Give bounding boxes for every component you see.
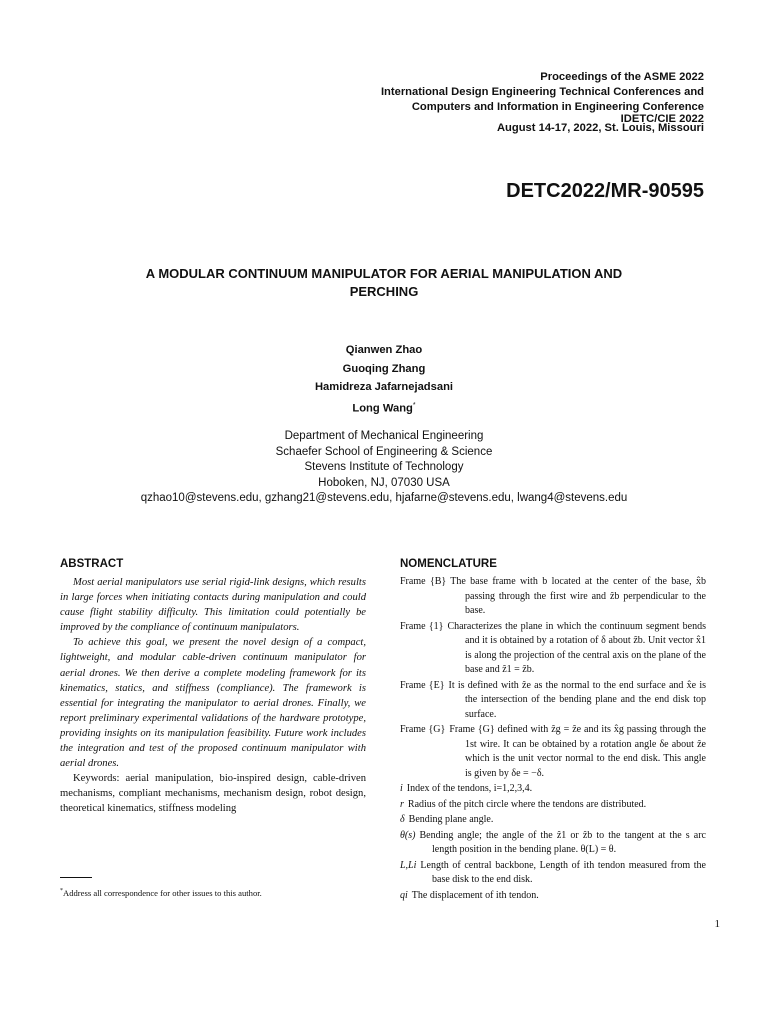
nomenclature-item [400,829,706,858]
nomenclature-term: Frame {B} [400,576,447,587]
author-emails: qzhao10@stevens.edu, gzhang21@stevens.edu, hjafarne@stevens.edu, lwang4@stevens.edu [140,492,628,504]
nomenclature-term: Frame {G} [400,724,446,735]
proceedings-line: Computers and Information in Engineering Conference [411,101,704,113]
footnote [60,888,262,898]
author-name: Guoqing Zhang [342,362,426,375]
nomenclature-desc: Radius of the pitch circle where the tendons are distributed. [407,798,647,810]
nomenclature-desc: It is defined with ẑe as the normal to the end surface and x̂e is the intersection of the bending plane and the end disk top surface. [448,679,706,720]
abstract-section [60,558,366,817]
nomenclature-item [400,575,706,619]
nomenclature-term: Frame {1} [400,620,444,632]
nomenclature-desc: Characterizes the plane in which the continuum segment bends and it is obtained by a rotation of δ about ẑb. Unit vector x̂1 is along the projection of the central axis on the plane of the base and ẑ1 = ẑb. [447,620,706,675]
nomenclature-term: r [400,798,404,810]
nomenclature-item [400,620,706,678]
affiliation-address: Hoboken, NJ, 07030 USA [318,476,450,489]
nomenclature-term: i [400,783,403,794]
nomenclature-item [400,813,706,828]
nomenclature-item [400,889,706,904]
paper-title [60,265,708,301]
nomenclature-term: δ [400,814,405,825]
author-name: Hamidreza Jafarnejadsani [314,381,454,393]
nomenclature-desc: Bending plane angle. [408,814,494,825]
nomenclature-desc: Length of central backbone, Length of ith tendon measured from the base disk to the end disk. [420,859,706,885]
nomenclature-desc: Index of the tendons, i=1,2,3,4. [406,783,533,794]
nomenclature-desc: The base frame with b located at the center of the base, x̂b passing through the first wire and ẑb perpendicular to the base. [450,576,706,616]
affiliation-block [0,429,768,507]
proceedings-line: August 14-17, 2022, St. Louis, Missouri [496,122,704,134]
nomenclature-item [400,798,706,813]
affiliation-institute: Stevens Institute of Technology [304,461,464,473]
author-name: Long Wang [352,402,413,415]
proceedings-line: International Design Engineering Technical Conferences and [380,86,704,98]
abstract-paragraph: To achieve this goal, we present the novel design of a compact, lightweight, and modular cable-driven continuum manipulator for aerial drones. We then derive a complete modeling framework for its kinematics, statics, and stiffness (compliance). The framework is essential for integrating the manipulator to aerial drones. Finally, we report preliminary experimental validations of the hardware prototype, providing insights on its manipulation feasibility. Future work includes the integration and test of the proposed continuum manipulator with aerial drones. [60,637,366,770]
nomenclature-term: θ(s) [400,829,416,841]
nomenclature-desc: The displacement of ith tendon. [411,889,539,901]
proceedings-header [381,70,704,136]
nomenclature-item [400,782,706,797]
proceedings-line: Proceedings of the ASME 2022 [540,71,704,83]
proceedings-line: IDETC/CIE 2022 [620,113,704,125]
footnote-text: Address all correspondence for other issues to this author. [63,888,262,898]
nomenclature-desc: Frame {G} defined with ẑg = ẑe and its x̂g passing through the 1st wire. It can be obtained by a rotation angle δe about ẑe which is the unit vector normal to the end disk. This angle is given by δe = −δ. [449,724,706,779]
footnote-mark: * [60,888,63,895]
paper-id: DETC2022/MR-90595 [506,180,704,202]
nomenclature-item [400,723,706,781]
nomenclature-item [400,859,706,888]
author-list [0,341,768,418]
corresponding-author-mark: * [412,401,416,409]
affiliation-department: Department of Mechanical Engineering [284,430,484,442]
abstract-heading: ABSTRACT [60,558,124,570]
author-name: Qianwen Zhao [345,344,423,356]
footnote-rule [60,877,92,878]
nomenclature-term: qi [400,889,408,901]
title-line: PERCHING [349,284,419,299]
nomenclature-item [400,679,706,723]
affiliation-school: Schaefer School of Engineering & Science [275,445,493,458]
page-number: 1 [714,918,720,930]
nomenclature-term: Frame {E} [400,679,445,691]
abstract-paragraph: Most aerial manipulators use serial rigid-link designs, which results in large forces when initiating contacts during manipulation and could cause flight stability difficulty. This limitation could potentially be improved by the compliance of continuum manipulators. [60,577,366,634]
nomenclature-desc: Bending angle; the angle of the ẑ1 or ẑb to the tangent at the s arc length position in the bending plane. θ(L) = θ. [419,829,706,855]
nomenclature-section [400,558,706,904]
nomenclature-heading: NOMENCLATURE [400,558,497,570]
keywords: Keywords: aerial manipulation, bio-inspired design, cable-driven mechanisms, compliant mechanisms, mechanism design, robot design, theoretical kinematics, stiffness modeling [60,773,366,815]
nomenclature-term: L,Li [400,859,417,871]
title-line: A MODULAR CONTINUUM MANIPULATOR FOR AERIAL MANIPULATION AND [145,266,623,281]
